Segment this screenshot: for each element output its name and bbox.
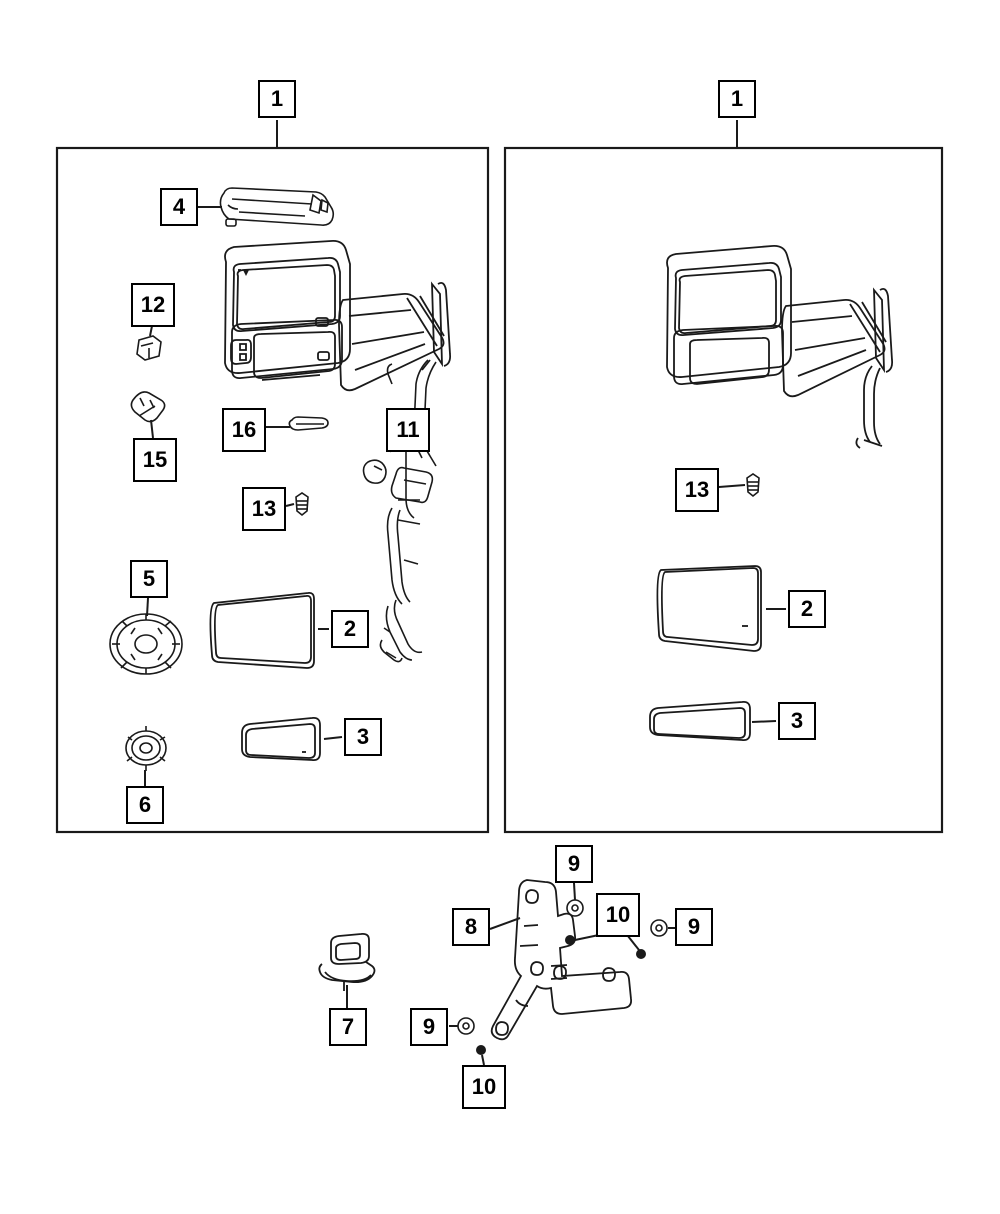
part-11-grommet <box>364 460 387 483</box>
part-1-mirror-arm-left <box>339 283 450 390</box>
callout-11[interactable]: 11 <box>386 408 430 452</box>
callout-10-bot[interactable]: 10 <box>462 1065 506 1109</box>
part-3-glass-right <box>650 702 750 740</box>
callout-13-left[interactable]: 13 <box>242 487 286 531</box>
part-10-bolt-top <box>565 935 575 945</box>
part-10-bolt-bottom <box>476 1045 486 1055</box>
callout-6[interactable]: 6 <box>126 786 164 824</box>
callout-3-left[interactable]: 3 <box>344 718 382 756</box>
part-2-glass-left <box>210 593 314 668</box>
callout-12[interactable]: 12 <box>131 283 175 327</box>
part-6-knob <box>126 726 166 771</box>
callout-7[interactable]: 7 <box>329 1008 367 1046</box>
part-13-screw-right <box>747 474 759 496</box>
leader-9-top <box>574 883 575 900</box>
callout-8[interactable]: 8 <box>452 908 490 946</box>
part-1-mirror-head-right <box>667 246 791 384</box>
part-1-mirror-arm-right <box>782 289 892 448</box>
callout-9-top[interactable]: 9 <box>555 845 593 883</box>
leader-8 <box>490 918 520 929</box>
part-9-washer-right <box>651 920 667 936</box>
part-2-glass-right <box>657 566 761 651</box>
callout-3-right[interactable]: 3 <box>778 702 816 740</box>
part-9-washer-top <box>567 900 583 916</box>
callout-5[interactable]: 5 <box>130 560 168 598</box>
part-11-harness <box>380 360 436 662</box>
part-4-cap <box>220 188 333 226</box>
part-3-glass-left <box>242 718 320 760</box>
callout-9-right[interactable]: 9 <box>675 908 713 946</box>
callout-1-right[interactable]: 1 <box>718 80 756 118</box>
leader-15 <box>151 420 153 438</box>
part-16-strip <box>289 417 328 430</box>
callout-16[interactable]: 16 <box>222 408 266 452</box>
callout-1-left[interactable]: 1 <box>258 80 296 118</box>
part-13-screw-left <box>296 493 308 515</box>
leader-5 <box>147 598 148 616</box>
part-9-washer-left <box>458 1018 474 1034</box>
callout-2-right[interactable]: 2 <box>788 590 826 628</box>
callout-2-left[interactable]: 2 <box>331 610 369 648</box>
callout-13-right[interactable]: 13 <box>675 468 719 512</box>
part-15-sensor <box>131 392 164 422</box>
leader-3-right <box>752 721 776 722</box>
part-7-nut <box>319 934 374 991</box>
leader-13-left <box>286 504 294 506</box>
part-12-clip <box>137 336 161 360</box>
callout-10-top[interactable]: 10 <box>596 893 640 937</box>
part-1-mirror-head-left <box>225 241 350 380</box>
leader-3-left <box>324 737 342 739</box>
callout-4[interactable]: 4 <box>160 188 198 226</box>
callout-15[interactable]: 15 <box>133 438 177 482</box>
callout-9-left[interactable]: 9 <box>410 1008 448 1046</box>
part-10-bolt-mid <box>636 949 646 959</box>
leader-10-bottom <box>482 1055 484 1065</box>
part-5-disc <box>110 614 182 674</box>
leader-13-right <box>719 485 745 487</box>
